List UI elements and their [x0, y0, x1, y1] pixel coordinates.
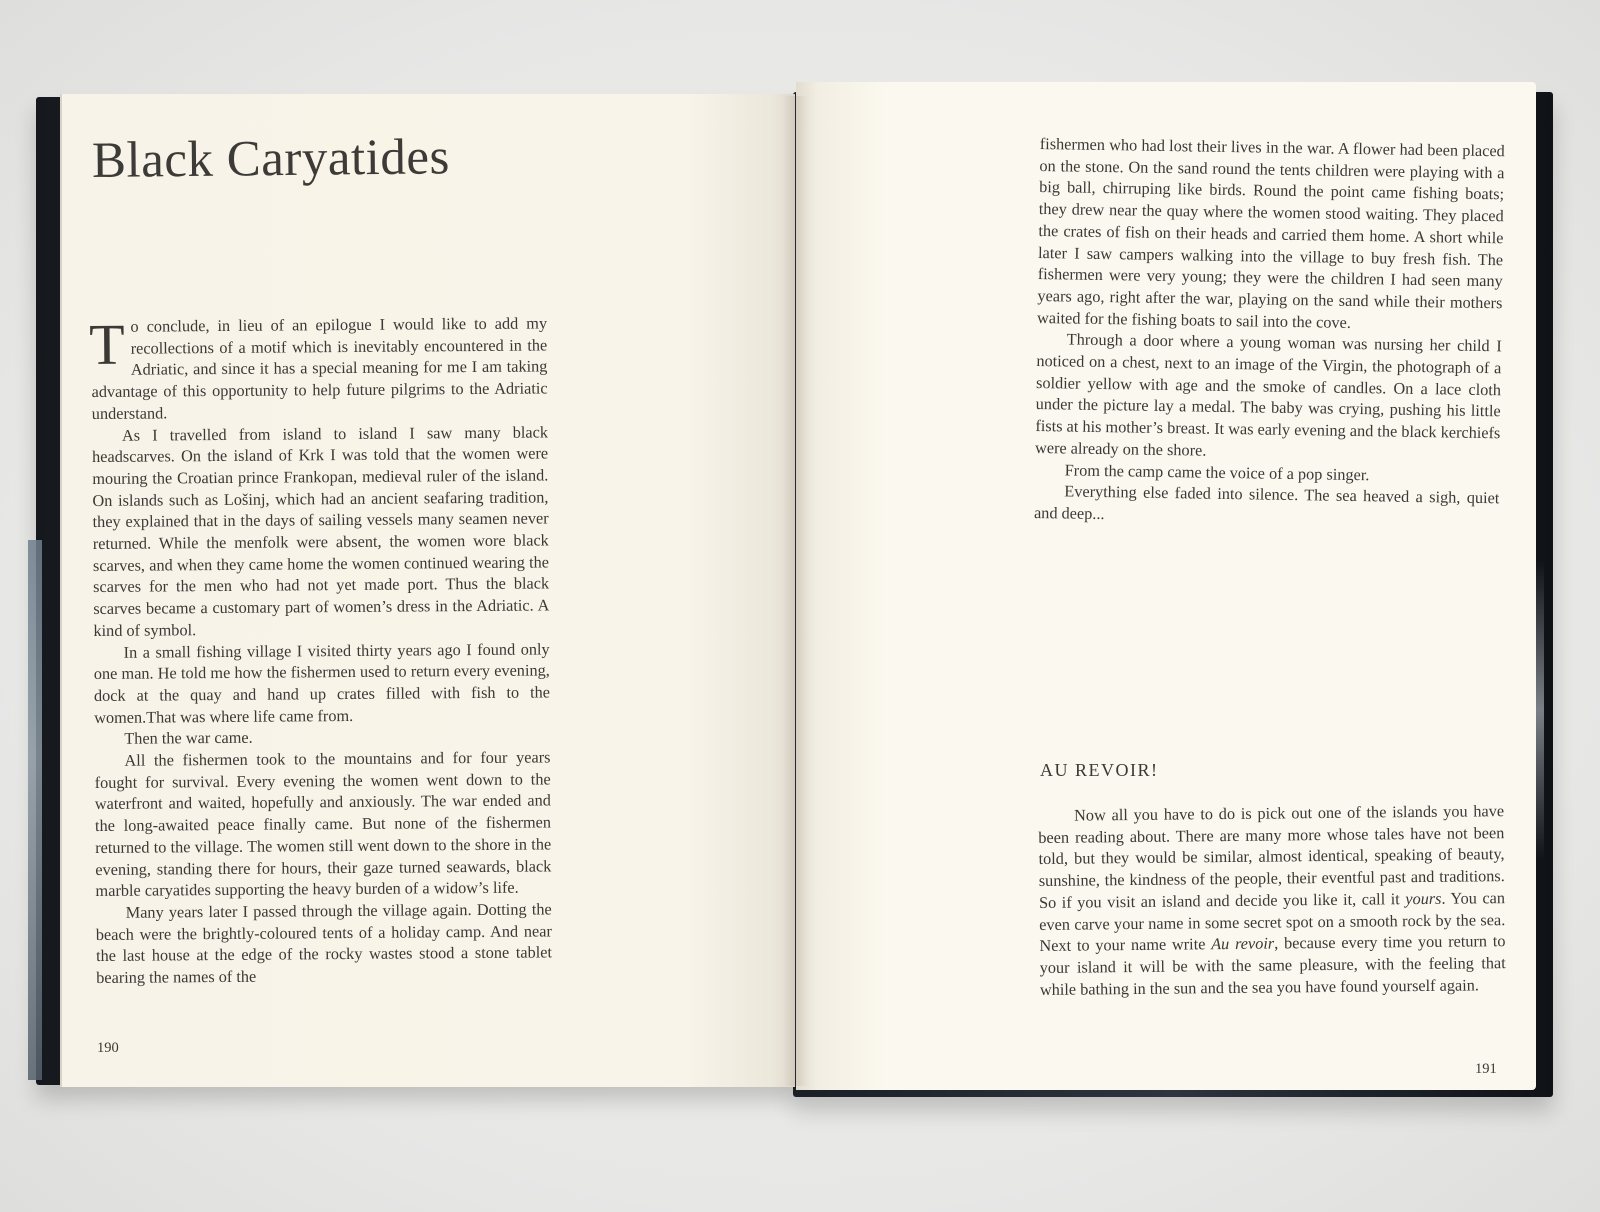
paragraph: In a small fishing village I visited thirty years ago I found only one man. He told me how the fishermen used to return every evening, dock at the quay and hand up crates filled with fish to the women.That was where life came from. [93, 638, 551, 727]
text-run: . You can even carve your name in some secret spot on a smooth rock by the sea. Next to your name write [1039, 887, 1506, 956]
paragraph: All the fishermen took to the mountains and for four years fought for survival. Every evening the women went down to the waterfront and waited, hopefully and anxiously. The war ended and the long-awaited peace finally came. But none of the fishermen returned to the village. The women still went down to the shore in the evening, standing there for hours, their gaze turned seawards, black marble caryatides supporting the heavy burden of a widow’s life. [94, 747, 552, 901]
drop-cap: T [88, 311, 125, 378]
paragraph [1038, 800, 1506, 1000]
italic-text: yours [1405, 888, 1442, 908]
page-number-left: 190 [97, 1040, 119, 1056]
paragraph [88, 311, 548, 424]
paragraph-text: o conclude, in lieu of an epilogue I would like to add my recollections of a motif which is inevitably encountered in the Adriatic, and since it has a special meaning for me I am taking advantage of this opportunity to help future pilgrims to the Adriatic understand. [91, 313, 548, 423]
left-page-text [88, 311, 553, 988]
text-run: , because every time you return to your island it will be with the same pleasure, with the feeling that while bathing in the sun and the sea you have found yourself again. [1039, 931, 1506, 999]
paragraph: As I travelled from island to island I saw many black headscarves. On the island of Krk I was told that the women were mouring the Croatian prince Frankopan, medieval ruler of the island. On islands such as Lošinj, which had an ancient seafaring tradition, they explained that in the days of sailing vessels many seamen never returned. While the menfolk were absent, the women wore black scarves, and when they came home the women continued wearing the scarves for the men who had not yet made port. Thus the black scarves became a customary part of women’s dress in the Adriatic. A kind of symbol. [92, 421, 550, 640]
cover-photo-edge [28, 540, 42, 1080]
book-gutter [783, 96, 809, 1086]
chapter-title: Black Caryatides [91, 129, 451, 189]
italic-text: Au revoir [1211, 933, 1275, 954]
paragraph: fishermen who had lost their lives in the war. A flower had been placed on the stone. On the sand round the tents children were playing with a big ball, chirruping like birds. Round the point came fishing boats; they drew near the quay where the women stood waiting. They placed the crates of fish on their heads and carried them home. A short while later I saw campers walking into the village to buy fresh fish. The fishermen were very young; they were the children I had seen many years ago, right after the war, playing on the sand while their mothers waited for the fishing boats to sail into the cove. [1036, 133, 1505, 332]
paragraph: Then the war came. [124, 728, 253, 749]
cover-reflection [1536, 560, 1544, 860]
right-page-text [1034, 133, 1505, 531]
paragraph: From the camp came the voice of a pop singer. [1064, 459, 1370, 484]
paragraph: Everything else faded into silence. The sea heaved a sigh, quiet and deep... [1033, 481, 1500, 524]
page-number-right: 191 [1475, 1061, 1497, 1077]
paragraph: Through a door where a young woman was nursing her child I noticed on a chest, next to an image of the Virgin, the photograph of a soldier yellow with age and the smoke of candles. On a lace cloth under the picture lay a medal. The baby was crying, pushing his little fists at his mother’s breast. It was early evening and the black kerchiefs were already on the shore. [1034, 329, 1502, 460]
section-heading: AU REVOIR! [1040, 760, 1159, 780]
text-run: Now all you have to do is pick out one of the islands you have been reading about. There are many more whose tales have not been told, but they would be similar, almost identical, speaking of beauty, sunshine, the kindness of the people, their eventful past and traditions. So if you visit an island and decide you like it, call it [1038, 801, 1505, 912]
paragraph: Many years later I passed through the village again. Dotting the beach were the brightly-coloured tents of a holiday camp. And near the last house at the edge of the rocky wastes stood a stone tablet bearing the names of the [95, 899, 553, 988]
au-revoir-text [1038, 800, 1506, 1000]
